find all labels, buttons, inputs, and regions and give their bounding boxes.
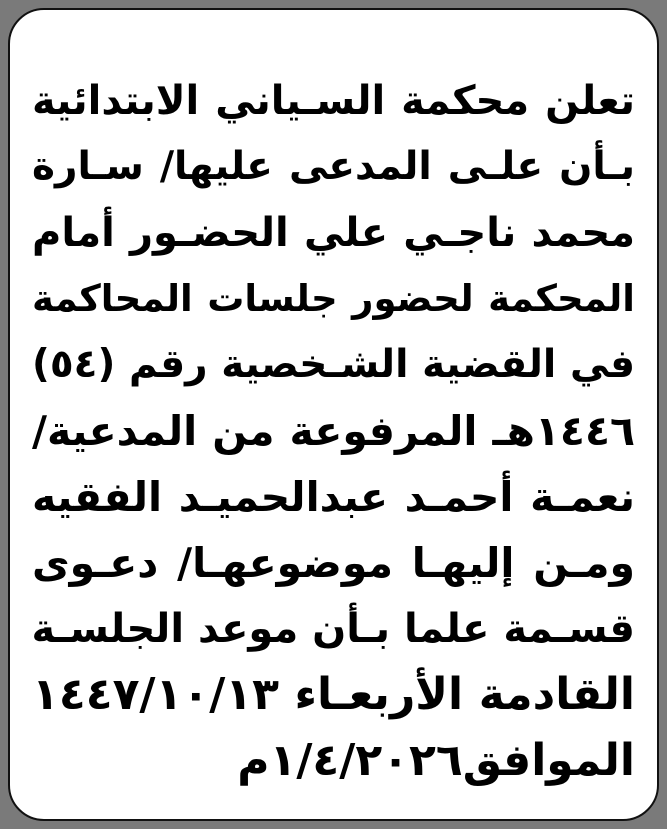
notice-line-11: الموافق١/٤/٢٠٢٦م	[237, 735, 635, 786]
notice-text	[32, 68, 635, 794]
notice-line-7: نعمـة أحمـد عبدالحميـد الفقيه	[32, 473, 635, 521]
notice-line-8: ومـن إليهـا موضوعهـا/ دعـوى	[32, 539, 635, 587]
notice-line-1: تعلن محكمة السـياني الابتدائية	[32, 78, 635, 124]
notice-line-10: القادمة الأربعـاء ١٤٤٧/١٠/١٣	[32, 669, 635, 720]
notice-line-6: ١٤٤٦هـ المرفوعة من المدعية/	[32, 407, 635, 455]
notice-card	[8, 8, 659, 821]
notice-line-2: بـأن علـى المدعى عليها/ سـارة	[32, 144, 635, 189]
notice-line-9: قسـمة علما بـأن موعد الجلسـة	[32, 606, 635, 652]
notice-line-3: محمد ناجـي علي الحضـور أمام	[32, 210, 635, 256]
notice-line-4: المحكمة لحضور جلسات المحاكمة	[32, 277, 635, 320]
notice-line-5: في القضية الشـخصية رقم (٥٤)	[32, 342, 635, 387]
